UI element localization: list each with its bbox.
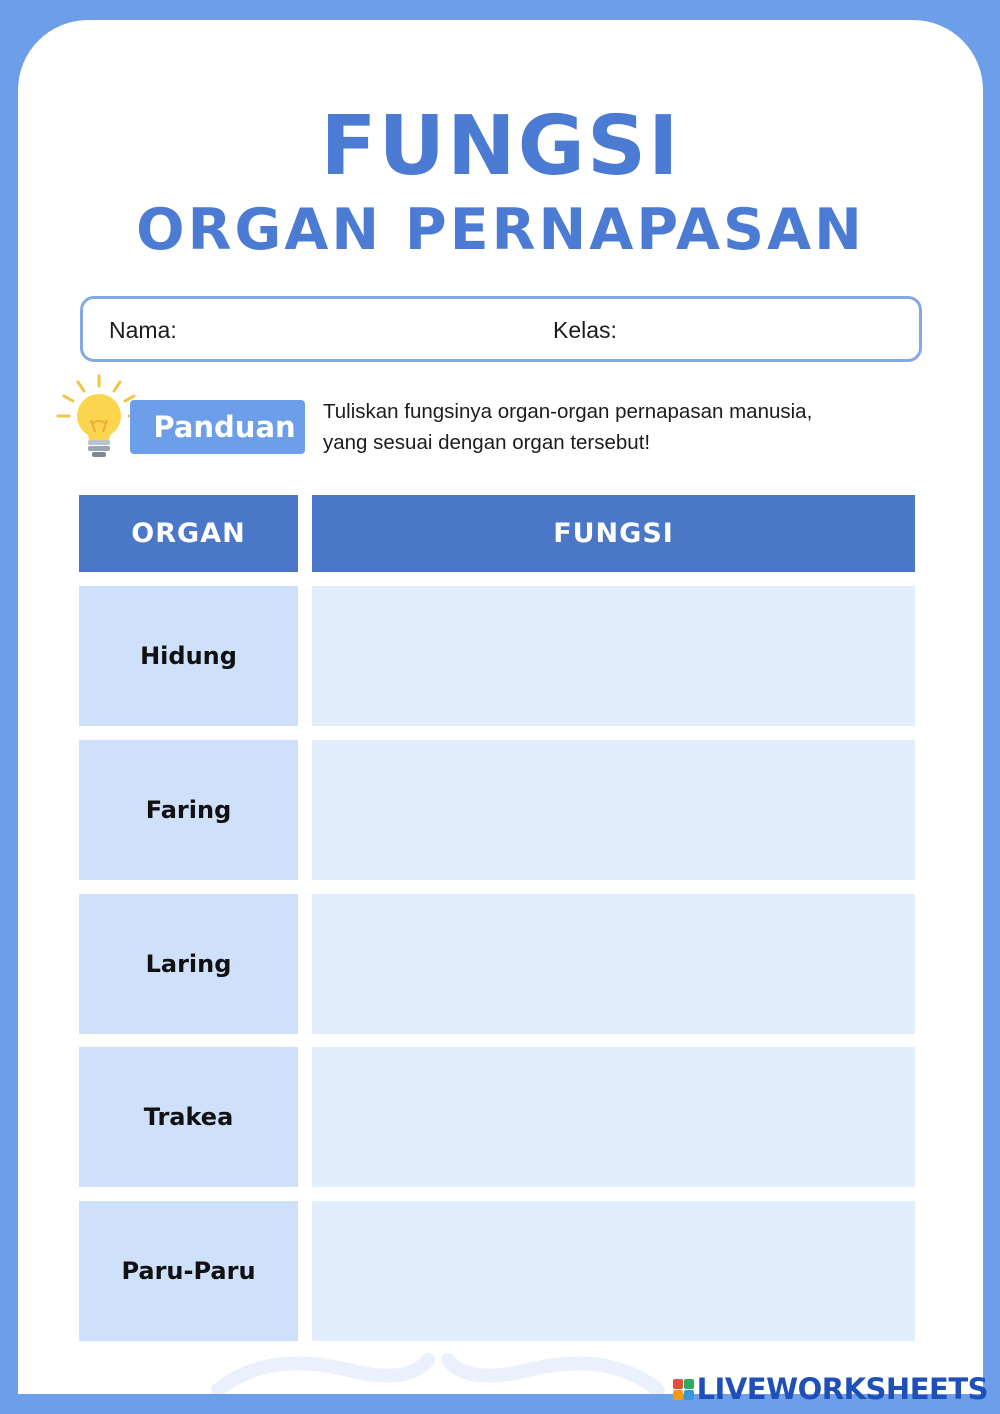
fungsi-answer-cell[interactable] bbox=[312, 740, 915, 880]
guide-badge: Panduan bbox=[130, 400, 305, 454]
student-info-box bbox=[80, 296, 922, 362]
fungsi-answer-cell[interactable] bbox=[312, 1047, 915, 1187]
fungsi-answer-cell[interactable] bbox=[312, 894, 915, 1034]
liveworksheets-brand: LIVEWORKSHEETS bbox=[696, 1372, 988, 1406]
fungsi-answer-cell[interactable] bbox=[312, 1201, 915, 1341]
instruction-line: Tuliskan fungsinya organ-organ pernapasan manusia, bbox=[323, 400, 813, 423]
table-row bbox=[18, 740, 983, 880]
page-title: FUNGSI bbox=[320, 99, 681, 194]
table-row bbox=[18, 894, 983, 1034]
fungsi-column-header: FUNGSI bbox=[312, 495, 915, 572]
fungsi-answer-cell[interactable] bbox=[312, 586, 915, 726]
organ-cell: Trakea bbox=[79, 1047, 298, 1187]
class-label: Kelas: bbox=[553, 317, 617, 343]
organ-cell: Faring bbox=[79, 740, 298, 880]
organ-column-header: ORGAN bbox=[79, 495, 298, 572]
table-row bbox=[18, 1201, 983, 1341]
liveworksheets-logo[interactable] bbox=[673, 1372, 988, 1406]
instruction-text bbox=[323, 396, 923, 458]
lungs-watermark bbox=[208, 1330, 668, 1394]
instruction-line: yang sesuai dengan organ tersebut! bbox=[323, 431, 651, 454]
page-subtitle: ORGAN PERNAPASAN bbox=[136, 197, 865, 263]
organ-cell: Laring bbox=[79, 894, 298, 1034]
organ-cell: Hidung bbox=[79, 586, 298, 726]
organ-cell: Paru-Paru bbox=[79, 1201, 298, 1341]
table-row bbox=[18, 586, 983, 726]
name-label: Nama: bbox=[109, 317, 177, 343]
table-row bbox=[18, 1047, 983, 1187]
worksheet-sheet bbox=[18, 20, 983, 1394]
liveworksheets-logo-icon bbox=[673, 1379, 694, 1400]
